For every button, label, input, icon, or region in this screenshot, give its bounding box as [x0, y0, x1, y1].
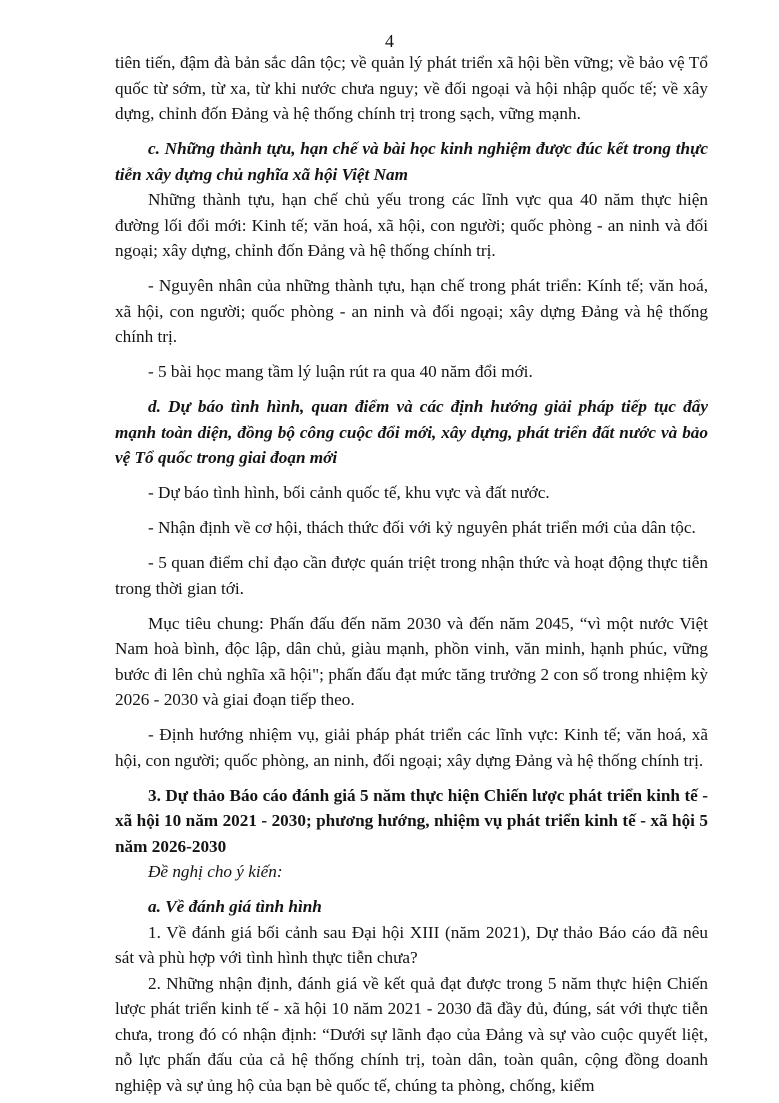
paragraph-question-2: 2. Những nhận định, đánh giá về kết quả đạt được trong 5 năm thực hiện Chiến lược phát triển kinh tế - xã hội 10 năm 2021 - 2030 đã đầy đủ, đúng, sát với thực tiễn chưa, trong đó có nhận định: “Dưới sự lãnh đạo của Đảng và sự vào cuộc quyết liệt, nỗ lực phấn đấu của cả hệ thống chính trị, toàn dân, toàn quân, cộng đồng doanh nghiệp và sự ủng hộ của bạn bè quốc tế, chúng ta phòng, chống, kiểm: [115, 973, 708, 1095]
heading-c: c. Những thành tựu, hạn chế và bài học kinh nghiệm được đúc kết trong thực tiễn xây dựng chủ nghĩa xã hội Việt Nam: [115, 139, 708, 184]
paragraph-question-1: 1. Về đánh giá bối cảnh sau Đại hội XIII (năm 2021), Dự thảo Báo cáo đã nêu sát và phù hợp với tình hình thực tiễn chưa?: [115, 922, 708, 967]
paragraph-lessons: - 5 bài học mang tầm lý luận rút ra qua 40 năm đổi mới.: [148, 362, 533, 381]
paragraph-orientation: - Định hướng nhiệm vụ, giải pháp phát triển các lĩnh vực: Kinh tế; văn hoá, xã hội, con người; quốc phòng, an ninh, đối ngoại; xây dựng Đảng và hệ thống chính trị.: [115, 725, 708, 770]
paragraph-continuation: tiên tiến, đậm đà bản sắc dân tộc; về quản lý phát triển xã hội bền vững; về bảo vệ Tổ quốc từ sớm, từ xa, từ khi nước chưa nguy; về đối ngoại và hội nhập quốc tế; về xây dựng, chỉnh đốn Đảng và hệ thống chính trị trong sạch, vững mạnh.: [115, 53, 708, 123]
paragraph-request-comments: Đề nghị cho ý kiến:: [148, 862, 283, 881]
paragraph-achievements: Những thành tựu, hạn chế chủ yếu trong các lĩnh vực qua 40 năm thực hiện đường lối đổi mới: Kinh tế; văn hoá, xã hội, con người; quốc phòng - an ninh và đối ngoại; xây dựng, chỉnh đốn Đảng và hệ thống chính trị.: [115, 190, 708, 260]
paragraph-general-goal: Mục tiêu chung: Phấn đấu đến năm 2030 và đến năm 2045, “vì một nước Việt Nam hoà bình, độc lập, dân chủ, giàu mạnh, phồn vinh, văn minh, hạnh phúc, vững bước đi lên chủ nghĩa xã hội"; phấn đấu đạt mức tăng trưởng 2 con số trong nhiệm kỳ 2026 - 2030 và giai đoạn tiếp theo.: [115, 613, 708, 709]
document-body: [115, 50, 708, 1098]
heading-section-3: 3. Dự thảo Báo cáo đánh giá 5 năm thực hiện Chiến lược phát triển kinh tế - xã hội 10 năm 2021 - 2030; phương hướng, nhiệm vụ phát triển kinh tế - xã hội 5 năm 2026-2030: [115, 785, 708, 856]
page-number: 4: [385, 31, 394, 51]
paragraph-opportunities: - Nhận định về cơ hội, thách thức đối với kỷ nguyên phát triển mới của dân tộc.: [148, 518, 696, 537]
paragraph-forecast: - Dự báo tình hình, bối cảnh quốc tế, khu vực và đất nước.: [148, 483, 550, 502]
paragraph-causes: - Nguyên nhân của những thành tựu, hạn chế trong phát triển: Kính tế; văn hoá, xã hội, con người; quốc phòng - an ninh và đối ngoại; xây dựng Đảng và hệ thống chính trị.: [115, 276, 708, 346]
heading-d: d. Dự báo tình hình, quan điểm và các định hướng giải pháp tiếp tục đẩy mạnh toàn diện, đồng bộ công cuộc đổi mới, xây dựng, phát triển đất nước và bảo vệ Tổ quốc trong giai đoạn mới: [115, 397, 708, 467]
heading-a: a. Về đánh giá tình hình: [148, 897, 322, 916]
paragraph-viewpoints: - 5 quan điểm chỉ đạo cần được quán triệt trong nhận thức và hoạt động thực tiễn trong thời gian tới.: [115, 553, 708, 598]
